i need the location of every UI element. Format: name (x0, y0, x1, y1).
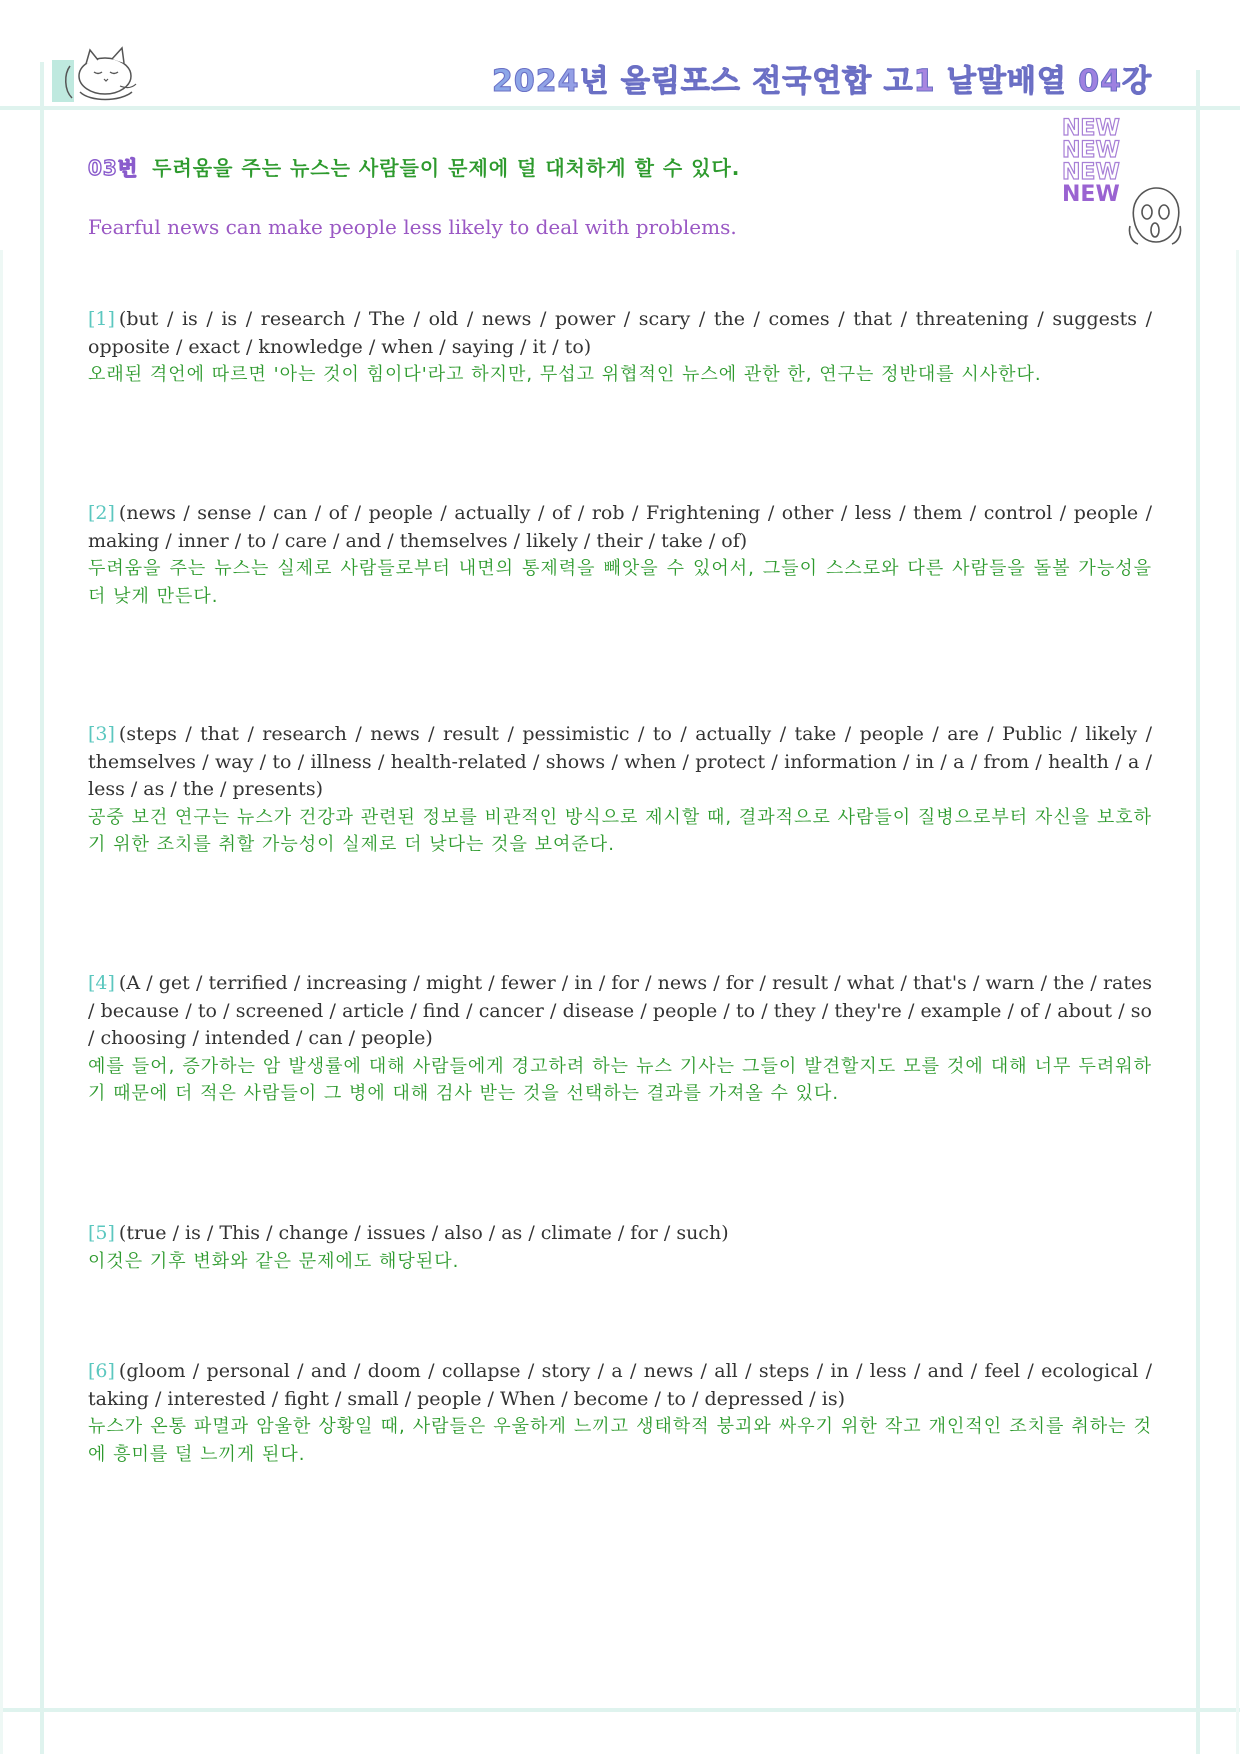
item-index: [5] (88, 1222, 115, 1244)
item-index: [4] (88, 972, 115, 994)
scream-face-icon (1126, 186, 1184, 246)
frame-line-left (40, 62, 44, 1754)
frame-line-left-outer (0, 250, 3, 1754)
list-item (88, 1220, 1152, 1275)
word-list: (steps / that / research / news / result / pessimistic / to / actually / take / people / are / Public / likely / themselves / way / to / illness / health-related / shows / when / protect / information / in / a / from / health / a / less / as / the / presents) (88, 723, 1152, 800)
item-index: [3] (88, 723, 115, 745)
word-list: (gloom / personal / and / doom / collapse / story / a / news / all / steps / in / less / and / feel / ecological / taking / interested / fight / small / people / When / become / to / depressed / is) (88, 1360, 1152, 1410)
list-item (88, 306, 1152, 389)
frame-line-right-outer (1236, 250, 1239, 1754)
question-title (88, 152, 740, 181)
new-badge-outline: NEW (1062, 138, 1120, 163)
korean-translation: 뉴스가 온통 파멸과 암울한 상황일 때, 사람들은 우울하게 느끼고 생태학적 붕괴와 싸우기 위한 작고 개인적인 조치를 취하는 것에 흥미를 덜 느끼게 된다. (88, 1416, 1152, 1465)
korean-translation: 이것은 기후 변화와 같은 문제에도 해당된다. (88, 1250, 460, 1272)
word-bank (88, 721, 1152, 804)
word-bank (88, 1220, 1152, 1248)
word-bank (88, 306, 1152, 361)
list-item (88, 721, 1152, 859)
item-index: [1] (88, 308, 115, 330)
frame-line-top (0, 106, 1240, 110)
korean-translation: 예를 들어, 증가하는 암 발생률에 대해 사람들에게 경고하려 하는 뉴스 기사는 그들이 발견할지도 모를 것에 대해 너무 두려워하기 때문에 더 적은 사람들이 그 병에 대해 검사 받는 것을 선택하는 결과를 가져올 수 있다. (88, 1055, 1152, 1104)
korean-translation: 공중 보건 연구는 뉴스가 건강과 관련된 정보를 비관적인 방식으로 제시할 때, 결과적으로 사람들이 질병으로부터 자신을 보호하기 위한 조치를 취할 가능성이 실제로 더 낮다는 것을 보여준다. (88, 806, 1152, 855)
new-badge-solid: NEW (1062, 182, 1120, 207)
word-list: (news / sense / can / of / people / actually / of / rob / Frightening / other / less / them / control / people / making / inner / to / care / and / themselves / likely / their / take / of) (88, 502, 1152, 552)
word-list: (but / is / is / research / The / old / news / power / scary / the / comes / that / threatening / suggests / opposite / exact / knowledge / when / saying / it / to) (88, 308, 1152, 358)
question-title-ko: 두려움을 주는 뉴스는 사람들이 문제에 덜 대처하게 할 수 있다. (152, 156, 741, 180)
list-item (88, 500, 1152, 610)
frame-line-bottom (0, 1708, 1240, 1712)
new-badge-outline: NEW (1062, 116, 1120, 141)
word-bank (88, 500, 1152, 555)
cat-logo-icon (50, 46, 140, 104)
frame-line-right (1196, 70, 1200, 1754)
word-bank (88, 970, 1152, 1053)
word-list: (A / get / terrified / increasing / might / fewer / in / for / news / for / result / what / that's / warn / the / rates / because / to / screened / article / find / cancer / disease / people / to / they / they're / example / of / about / so / choosing / intended / can / people) (88, 972, 1152, 1049)
word-list: (true / is / This / change / issues / also / as / climate / for / such) (118, 1222, 729, 1244)
list-item (88, 970, 1152, 1108)
item-index: [2] (88, 502, 115, 524)
item-index: [6] (88, 1360, 115, 1382)
new-badge-stack (1062, 118, 1120, 206)
korean-translation: 두려움을 주는 뉴스는 실제로 사람들로부터 내면의 통제력을 빼앗을 수 있어서, 그들이 스스로와 다른 사람들을 돌볼 가능성을 더 낮게 만든다. (88, 558, 1152, 607)
list-item (88, 1358, 1152, 1468)
page-title: 2024년 올림포스 전국연합 고1 낱말배열 04강 (492, 56, 1152, 100)
korean-translation: 오래된 격언에 따르면 '아는 것이 힘이다'라고 하지만, 무섭고 위협적인 뉴스에 관한 한, 연구는 정반대를 시사한다. (88, 364, 1042, 385)
new-badge-outline: NEW (1062, 160, 1120, 185)
question-title-en: Fearful news can make people less likely to deal with problems. (88, 215, 737, 239)
word-bank (88, 1358, 1152, 1413)
question-number: 03번 (88, 156, 139, 180)
